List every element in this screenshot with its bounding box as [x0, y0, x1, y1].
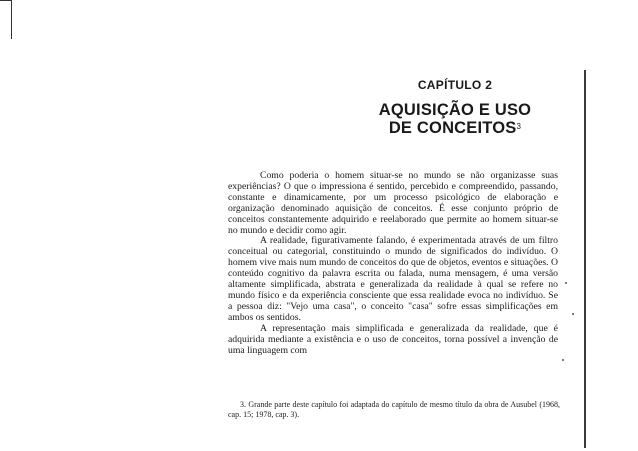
footnote-reference: 3: [516, 122, 522, 131]
body-text: [228, 171, 558, 356]
chapter-title-line-1: AQUISIÇÃO E USO: [378, 101, 532, 119]
chapter-title-line-2: [330, 119, 580, 137]
footnote-text: 3. Grande parte deste capítulo foi adaptada do capítulo de mesmo título da obra de Ausubel (1968, cap. 15; 1978, cap. 3).: [228, 400, 560, 419]
scan-speck: [562, 359, 564, 361]
scan-speck: [572, 313, 574, 315]
chapter-label: CAPÍTULO 2: [417, 78, 493, 92]
chapter-title-line-2-text: DE CONCEITOS: [388, 119, 517, 137]
footnote: [228, 400, 560, 419]
scan-speck: [565, 282, 567, 284]
scan-gutter-line: [584, 70, 586, 448]
paragraph-1: Como poderia o homem situar-se no mundo se não organizasse suas experiências? O que o impressiona é sentido, percebido e compreendido, passando, constante e dinamicamente, por um processo psicológico de elaboração e organização denominado aquisição de conceitos. É esse conjunto próprio de conceitos constantemente adquirido e reelaborado que permite ao homem situar-se no mundo e decidir como agir.: [228, 170, 558, 236]
scan-edge-mark: [0, 0, 12, 39]
paragraph-2: A realidade, figurativamente falando, é experimentada através de um filtro conceitual ou categorial, constituindo o mundo de significados do indivíduo. O homem vive mais num mundo de conceitos do que de objetos, eventos e situações. O conteúdo cognitivo da palavra escrita ou falada, numa mensagem, é uma versão altamente simplificada, abstrata e generalizada da realidade à qual se refere no mundo físico e da experiência consciente que essa realidade evoca no indivíduo. Se a pessoa diz: "Vejo uma casa", o conceito "casa" sofre essas simplificações em ambos os sentidos.: [228, 235, 558, 323]
chapter-title: [330, 101, 580, 137]
paragraph-3: A representação mais simplificada e generalizada da realidade, que é adquirida mediante a existência e o uso de conceitos, torna possível a invenção de uma linguagem com: [228, 322, 558, 356]
